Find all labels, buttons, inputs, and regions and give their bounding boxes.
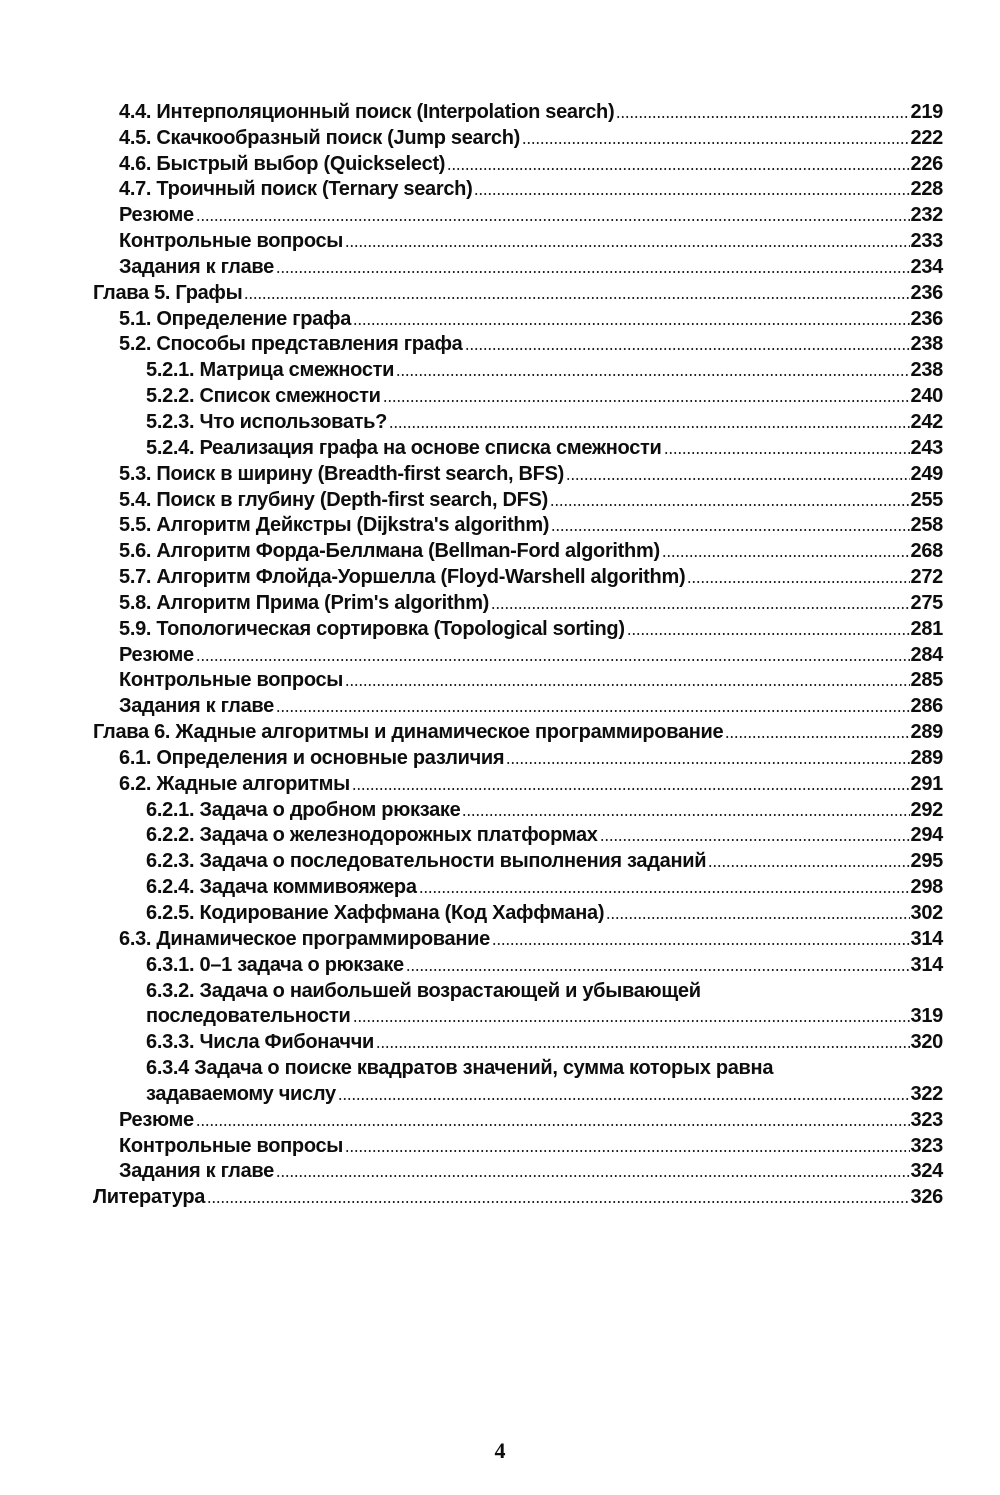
toc-entry-page: 236	[910, 307, 943, 330]
toc-entry-title: Глава 6. Жадные алгоритмы и динамическое программирование	[93, 721, 724, 744]
toc-entry-title: последовательности	[146, 1005, 351, 1028]
toc-entry-title: 6.3.1. 0–1 задача о рюкзаке	[146, 953, 404, 976]
toc-entry-page: 319	[910, 1005, 943, 1028]
toc-dot-leader	[196, 1124, 910, 1126]
toc-entry-title: Литература	[93, 1186, 206, 1209]
toc-entry-title: 5.4. Поиск в глубину (Depth-first search, DFS)	[119, 488, 548, 511]
toc-entry	[93, 924, 943, 950]
toc-entry-page: 295	[910, 850, 943, 873]
toc-entry-title: 6.2.1. Задача о дробном рюкзаке	[146, 798, 461, 821]
toc-entry-page: 222	[910, 126, 943, 149]
toc-entry	[93, 252, 943, 278]
toc-entry-title: Контрольные вопросы	[119, 1134, 344, 1157]
toc-dot-leader	[353, 323, 909, 325]
toc-entry	[93, 717, 943, 743]
toc-dot-leader	[276, 710, 910, 712]
toc-entry	[93, 614, 943, 640]
toc-entry-page: 233	[910, 230, 943, 253]
toc-entry	[93, 149, 943, 175]
toc-entry	[93, 226, 943, 252]
toc-entry-page: 289	[910, 746, 943, 769]
toc-entry-title: 5.2.3. Что использовать?	[146, 410, 388, 433]
toc-entry	[93, 1053, 943, 1079]
toc-entry-title: 5.8. Алгоритм Прима (Prim's algorithm)	[119, 591, 490, 614]
toc-dot-leader	[196, 659, 910, 661]
toc-entry	[93, 795, 943, 821]
toc-entry	[93, 355, 943, 381]
toc-dot-leader	[522, 142, 910, 144]
toc-entry-title: задаваемому числу	[146, 1082, 336, 1105]
toc-entry-title: 6.2.3. Задача о последовательности выполнения заданий	[146, 850, 707, 873]
toc-entry-title: 6.1. Определения и основные различия	[119, 746, 505, 769]
toc-entry	[93, 1027, 943, 1053]
toc-entry	[93, 1105, 943, 1131]
toc-entry	[93, 200, 943, 226]
toc-entry	[93, 898, 943, 924]
toc-dot-leader	[196, 219, 910, 221]
toc-entry	[93, 304, 943, 330]
toc-dot-leader	[550, 504, 910, 506]
toc-dot-leader	[725, 736, 909, 738]
toc-dot-leader	[566, 478, 910, 480]
toc-entry	[93, 97, 943, 123]
toc-entry-title: 6.2.5. Кодирование Хаффмана (Код Хаффмана)	[146, 902, 605, 924]
toc-entry-page: 294	[910, 824, 943, 847]
toc-dot-leader	[465, 348, 910, 350]
toc-entry	[93, 640, 943, 666]
toc-entry-title: Задания к главе	[119, 695, 274, 718]
toc-entry-page: 249	[910, 462, 943, 485]
toc-entry-title: 5.2. Способы представления графа	[119, 333, 463, 356]
toc-entry-title: 6.3.3. Числа Фибоначчи	[146, 1031, 375, 1054]
toc-entry-title: 4.4. Интерполяционный поиск (Interpolation search)	[119, 100, 615, 123]
toc-dot-leader	[406, 969, 910, 971]
toc-dot-leader	[492, 943, 910, 945]
toc-entry-page: 284	[910, 643, 943, 666]
toc-entry-page: 323	[910, 1134, 943, 1157]
toc-dot-leader	[276, 271, 910, 273]
toc-dot-leader	[474, 193, 909, 195]
toc-dot-leader	[462, 814, 909, 816]
toc-entry-page: 268	[910, 540, 943, 563]
toc-entry-title: Задания к главе	[119, 255, 274, 278]
toc-dot-leader	[345, 684, 909, 686]
toc-entry-page: 232	[910, 204, 943, 227]
toc-entry-title: Задания к главе	[119, 1160, 274, 1183]
toc-entry-page: 323	[910, 1108, 943, 1131]
toc-entry-title: 5.1. Определение графа	[119, 307, 352, 330]
toc-entry-title: 6.3.2. Задача о наибольшей возрастающей и убывающей	[146, 979, 701, 1002]
toc-entry-title: Контрольные вопросы	[119, 230, 344, 253]
toc-entry-page: 272	[910, 566, 943, 589]
toc-entry	[93, 1131, 943, 1157]
toc-entry-page: 292	[910, 798, 943, 821]
toc-entry-title: 4.7. Троичный поиск (Ternary search)	[119, 178, 473, 201]
toc-entry-title: 5.5. Алгоритм Дейкстры (Dijkstra's algorithm)	[119, 514, 550, 537]
toc-dot-leader	[708, 865, 909, 867]
toc-dot-leader	[376, 1046, 910, 1048]
toc-entry-title: Контрольные вопросы	[119, 669, 344, 692]
toc-dot-leader	[551, 529, 909, 531]
toc-entry	[93, 1182, 943, 1208]
toc-entry-page: 298	[910, 876, 943, 899]
toc-entry-title: 5.6. Алгоритм Форда-Беллмана (Bellman-Ford algorithm)	[119, 540, 660, 563]
toc-entry	[93, 536, 943, 562]
toc-entry-page: 228	[910, 178, 943, 201]
toc-dot-leader	[506, 762, 909, 764]
toc-dot-leader	[600, 839, 910, 841]
toc-entry-page: 238	[910, 333, 943, 356]
toc-entry-page: 302	[910, 902, 943, 924]
toc-entry	[93, 1002, 943, 1028]
toc-entry-title: 4.6. Быстрый выбор (Quickselect)	[119, 152, 446, 175]
toc-entry-title: 5.2.2. Список смежности	[146, 385, 381, 408]
toc-entry-title: 6.2.2. Задача о железнодорожных платформах	[146, 824, 598, 847]
toc-entry-title: Резюме	[119, 204, 194, 227]
toc-entry-title: 5.7. Алгоритм Флойда-Уоршелла (Floyd-Warshell algorithm)	[119, 566, 686, 589]
toc-entry-page: 285	[910, 669, 943, 692]
toc-entry	[93, 562, 943, 588]
toc-entry-page: 322	[910, 1082, 943, 1105]
toc-entry	[93, 1079, 943, 1105]
toc-dot-leader	[338, 1098, 910, 1100]
table-of-contents	[93, 97, 943, 1208]
toc-entry	[93, 976, 943, 1002]
toc-dot-leader	[627, 633, 910, 635]
toc-entry	[93, 381, 943, 407]
toc-entry-page: 236	[910, 281, 943, 304]
toc-dot-leader	[353, 1020, 910, 1022]
toc-entry-page: 281	[910, 617, 943, 640]
toc-dot-leader	[276, 1175, 910, 1177]
toc-dot-leader	[345, 245, 909, 247]
toc-dot-leader	[664, 452, 910, 454]
toc-entry-title: Резюме	[119, 1108, 194, 1131]
toc-entry	[93, 433, 943, 459]
toc-entry-title: 6.2.4. Задача коммивояжера	[146, 876, 417, 899]
toc-entry-page: 320	[910, 1031, 943, 1054]
toc-dot-leader	[389, 426, 909, 428]
toc-dot-leader	[419, 891, 910, 893]
toc-entry	[93, 511, 943, 537]
toc-entry-title: 5.9. Топологическая сортировка (Topological sorting)	[119, 617, 625, 640]
toc-entry-page: 286	[910, 695, 943, 718]
toc-entry-page: 240	[910, 385, 943, 408]
toc-entry	[93, 278, 943, 304]
toc-entry-page: 326	[910, 1186, 943, 1209]
toc-entry-title: 6.2. Жадные алгоритмы	[119, 772, 350, 795]
toc-entry	[93, 330, 943, 356]
toc-entry-page: 289	[910, 721, 943, 744]
toc-entry-page: 258	[910, 514, 943, 537]
page-number: 4	[494, 1438, 506, 1463]
toc-entry	[93, 691, 943, 717]
toc-dot-leader	[687, 581, 909, 583]
toc-entry-page: 234	[910, 255, 943, 278]
toc-entry-page: 255	[910, 488, 943, 511]
toc-dot-leader	[662, 555, 910, 557]
toc-entry-page: 275	[910, 591, 943, 614]
toc-dot-leader	[491, 607, 909, 609]
toc-entry-title: 6.3. Динамическое программирование	[119, 927, 490, 950]
toc-entry	[93, 872, 943, 898]
toc-dot-leader	[345, 1150, 909, 1152]
toc-entry	[93, 666, 943, 692]
toc-entry-title: Резюме	[119, 643, 194, 666]
toc-entry	[93, 950, 943, 976]
toc-entry-page: 219	[910, 100, 943, 123]
toc-entry	[93, 485, 943, 511]
toc-entry-title: 5.2.1. Матрица смежности	[146, 359, 395, 382]
toc-entry-title: 6.3.4 Задача о поиске квадратов значений, сумма которых равна	[146, 1057, 774, 1080]
toc-entry-page: 314	[910, 927, 943, 950]
toc-entry-title: Глава 5. Графы	[93, 281, 243, 304]
toc-entry-page: 324	[910, 1160, 943, 1183]
toc-dot-leader	[447, 168, 909, 170]
toc-entry-title: 4.5. Скачкообразный поиск (Jump search)	[119, 126, 520, 149]
toc-entry	[93, 769, 943, 795]
toc-entry-page: 238	[910, 359, 943, 382]
toc-entry	[93, 175, 943, 201]
toc-entry	[93, 123, 943, 149]
toc-dot-leader	[244, 297, 909, 299]
toc-dot-leader	[383, 400, 910, 402]
toc-dot-leader	[207, 1201, 909, 1203]
toc-entry-page: 314	[910, 953, 943, 976]
toc-entry-page: 243	[910, 436, 943, 459]
toc-entry	[93, 821, 943, 847]
toc-entry-title: 5.3. Поиск в ширину (Breadth-first search, BFS)	[119, 462, 564, 485]
toc-entry-page: 226	[910, 152, 943, 175]
toc-entry	[93, 1157, 943, 1183]
toc-entry-page: 291	[910, 772, 943, 795]
toc-entry	[93, 407, 943, 433]
toc-entry	[93, 459, 943, 485]
toc-entry-title: 5.2.4. Реализация графа на основе списка смежности	[146, 436, 662, 459]
toc-entry-page: 242	[910, 410, 943, 433]
toc-entry	[93, 588, 943, 614]
toc-entry	[93, 743, 943, 769]
toc-dot-leader	[396, 374, 909, 376]
toc-dot-leader	[616, 116, 909, 118]
toc-dot-leader	[606, 917, 909, 919]
toc-dot-leader	[352, 788, 910, 790]
toc-entry	[93, 846, 943, 872]
